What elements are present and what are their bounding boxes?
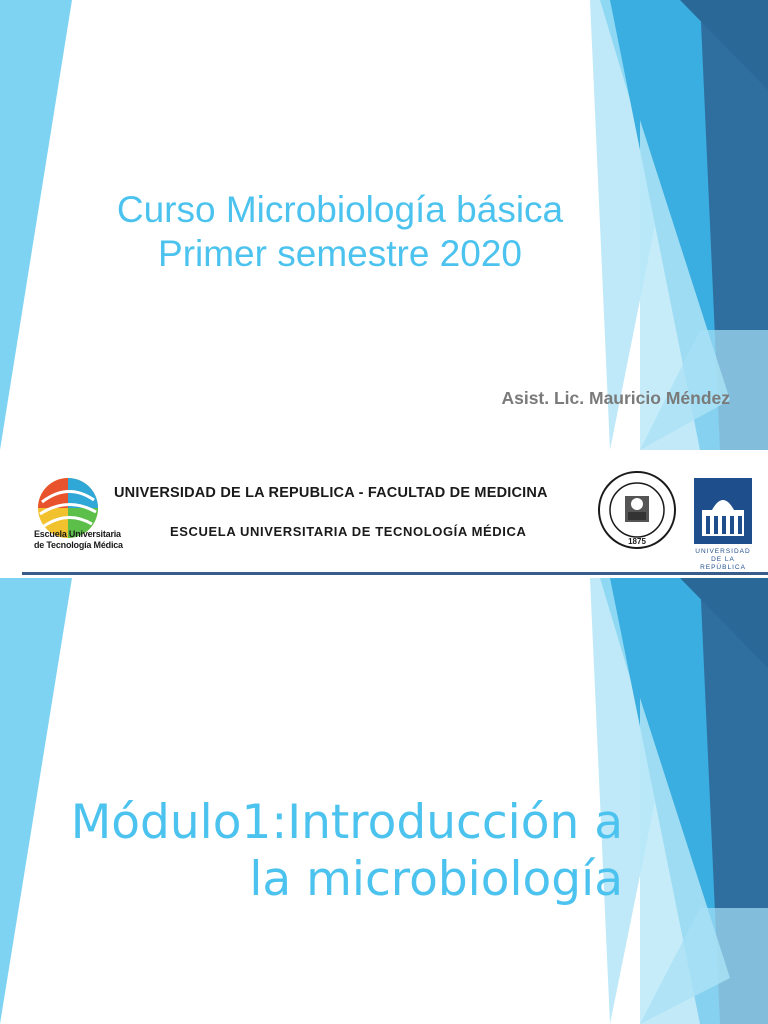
udelar-logo-text (688, 548, 758, 572)
module-slide (0, 578, 768, 1024)
school-logo-text (34, 529, 123, 551)
seal-year: 1875 (628, 537, 646, 546)
udelar-line2: DE LA REPÚBLICA (700, 556, 746, 571)
institution-banner (22, 450, 768, 578)
module-title-line2: la microbiología (249, 852, 623, 907)
title-slide (0, 0, 768, 450)
course-title-line1: Curso Microbiología básica (116, 189, 564, 230)
udelar-line1: UNIVERSIDAD (695, 548, 751, 555)
school-logo-line2: de Tecnología Médica (34, 540, 123, 550)
course-title (60, 188, 620, 276)
module-title-line1: Módulo1:Introducción a (70, 795, 623, 850)
school-heading: ESCUELA UNIVERSITARIA DE TECNOLOGÍA MÉDICA (170, 524, 527, 539)
faculty-seal-icon (597, 470, 677, 550)
school-logo-icon (22, 472, 118, 570)
course-title-line2: Primer semestre 2020 (158, 233, 522, 274)
school-logo-line1: Escuela Universitaria (34, 529, 121, 539)
author-name: Asist. Lic. Mauricio Méndez (501, 388, 730, 408)
university-heading: UNIVERSIDAD DE LA REPUBLICA - FACULTAD DE MEDICINA (114, 485, 548, 501)
module-title (71, 794, 623, 908)
banner-divider (22, 572, 768, 575)
